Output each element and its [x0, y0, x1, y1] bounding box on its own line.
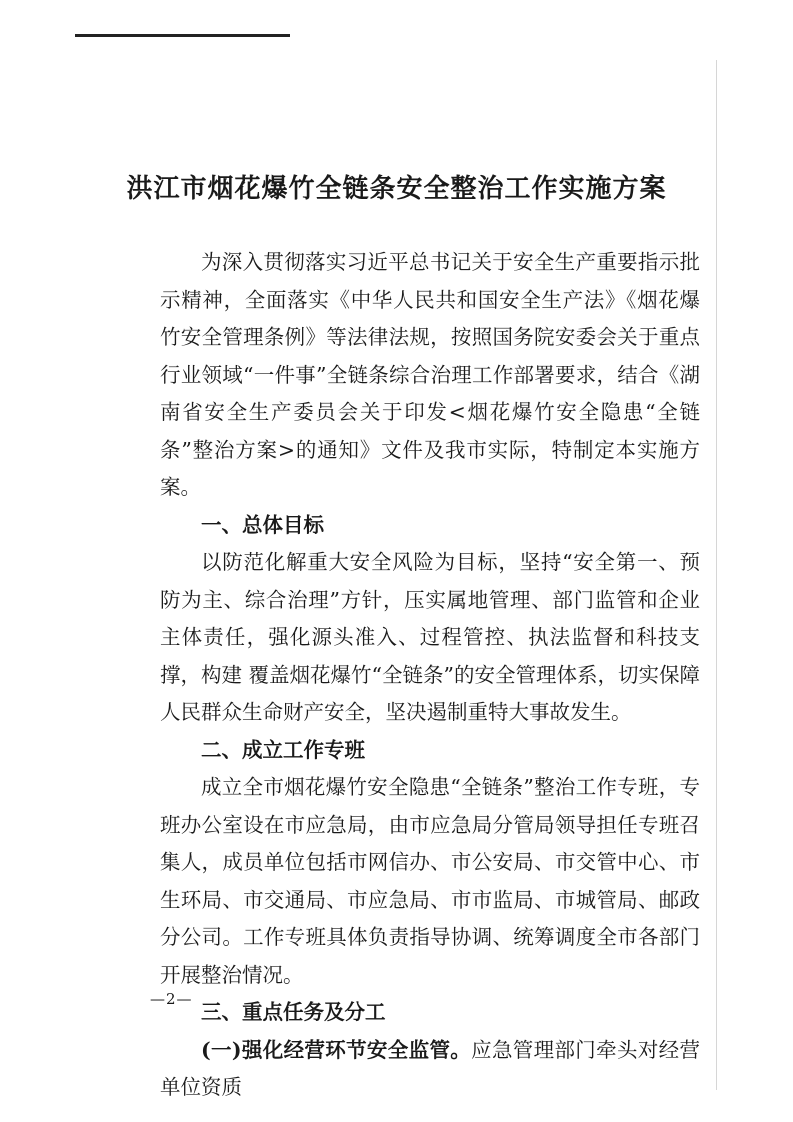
- section-body-task-force: 成立全市烟花爆竹安全隐患“全链条”整治工作专班，专班办公室设在市应急局，由市应急局分管局领导担任专班召集人，成员单位包括市网信办、市公安局、市交管中心、市生环局、市交通局、市应急局、市市监局、市城管局、邮政分公司。工作专班具体负责指导协调、统筹调度全市各部门开展整治情况。: [160, 775, 700, 987]
- page-number: —2—: [150, 990, 193, 1008]
- section-body-goals: 以防范化解重大安全风险为目标，坚持“安全第一、预防为主、综合治理”方针，压实属地管理、部门监管和企业主体责任，强化源头准入、过程管控、执法监督和科技支撑，构建 覆盖烟花爆竹“全链条”的安全管理体系，切实保障人民群众生命财产安全，坚决遏制重特大事故发生。: [160, 550, 700, 724]
- document-body: [160, 244, 700, 1107]
- section-heading-goals: 一、总体目标: [201, 512, 324, 537]
- header-rule: [75, 34, 290, 37]
- subsection-paragraph: [160, 1032, 700, 1107]
- intro-paragraph: 为深入贯彻落实习近平总书记关于安全生产重要指示批示精神，全面落实《中华人民共和国安全生产法》《烟花爆竹安全管理条例》等法律法规，按照国务院安委会关于重点行业领域“一件事”全链条综合治理工作部署要求，结合《湖南省安全生产委员会关于印发<烟花爆竹安全隐患“全链条”整治方案>的通知》文件及我市实际，特制定本实施方案。: [160, 250, 700, 499]
- section-heading-key-tasks: 三、重点任务及分工: [201, 1000, 386, 1024]
- document-title: 洪江市烟花爆竹全链条安全整治工作实施方案: [126, 174, 667, 204]
- subsection-text: 应急管理部门牵头对经营单位资质: [160, 1037, 700, 1099]
- scan-edge-line: [716, 60, 717, 1090]
- section-heading-task-force: 二、成立工作专班: [201, 737, 365, 762]
- subsection-title: (一)强化经营环节安全监管。: [201, 1037, 472, 1062]
